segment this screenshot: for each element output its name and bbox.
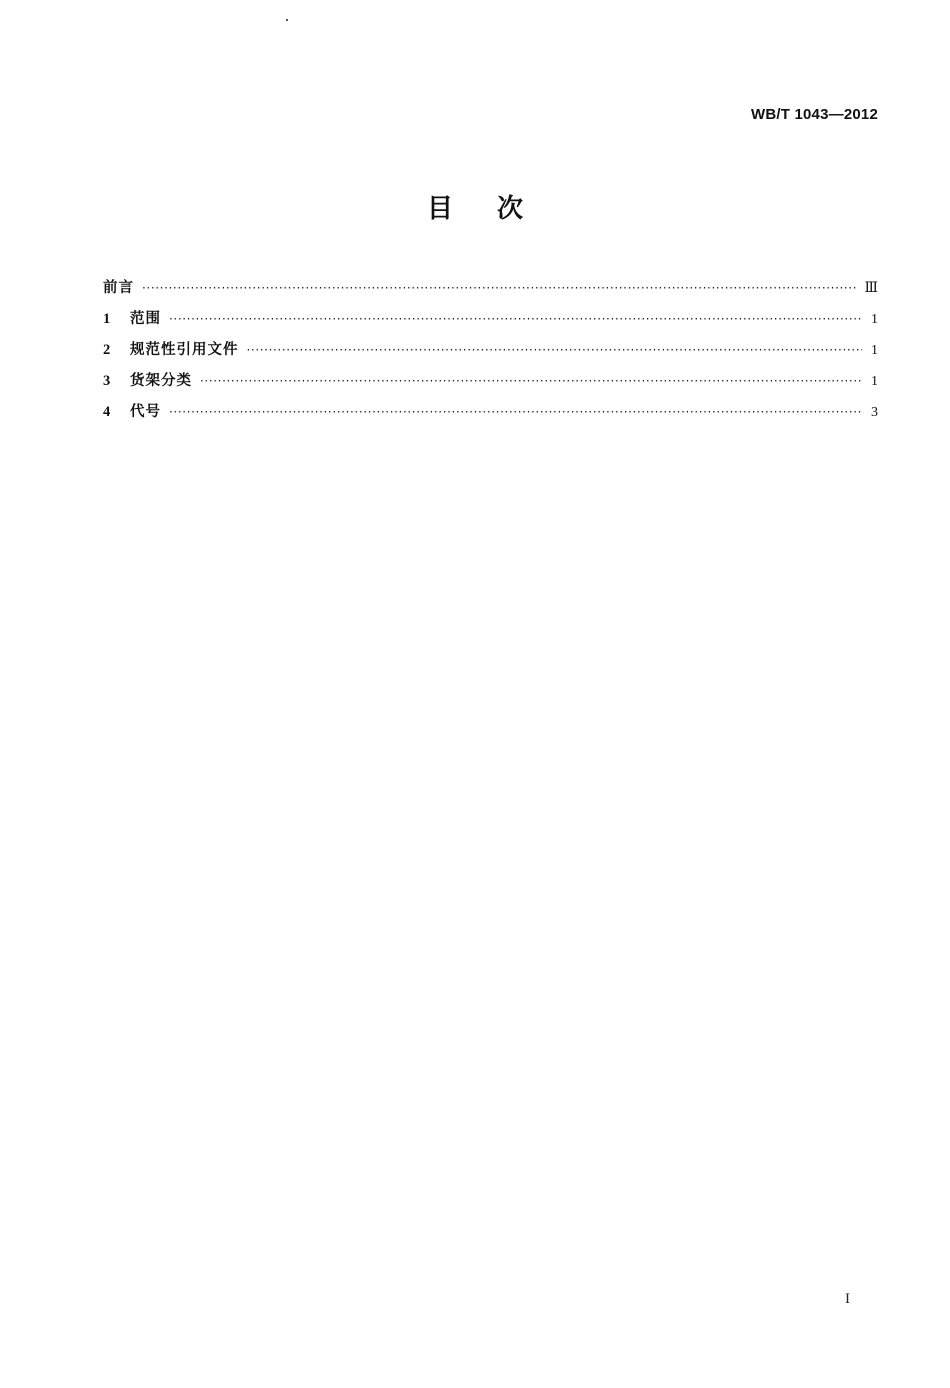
table-of-contents [103,276,878,431]
toc-entry-number: 4 [103,404,111,420]
toc-entry-page: Ⅲ [864,281,878,296]
toc-entry-page: 1 [871,312,878,327]
toc-dot-leader [169,405,862,419]
toc-entry-label: 代号 [130,404,161,420]
toc-entry-foreword[interactable] [103,276,878,307]
toc-entry-number: 3 [103,373,111,389]
toc-entry-label: 规范性引用文件 [130,342,239,358]
toc-entry-page: 1 [871,343,878,358]
scan-speck [286,19,288,21]
toc-entry-label: 前言 [103,280,134,296]
toc-dot-leader [142,281,858,295]
page-title: 目次 [426,194,567,224]
toc-entry-rack-classification[interactable] [103,369,878,400]
toc-entry-normative-references[interactable] [103,338,878,369]
toc-entry-number: 2 [103,342,111,358]
toc-entry-page: 1 [871,374,878,389]
standard-code: WB/T 1043—2012 [750,106,878,123]
toc-entry-label: 货架分类 [130,373,192,389]
toc-dot-leader [200,374,862,388]
toc-dot-leader [169,312,862,326]
page-number: I [845,1291,850,1307]
toc-entry-number: 1 [103,311,111,327]
toc-entry-codes[interactable] [103,400,878,431]
toc-entry-scope[interactable] [103,307,878,338]
toc-entry-label: 范围 [130,311,161,327]
toc-entry-page: 3 [871,405,878,420]
toc-dot-leader [247,343,863,357]
